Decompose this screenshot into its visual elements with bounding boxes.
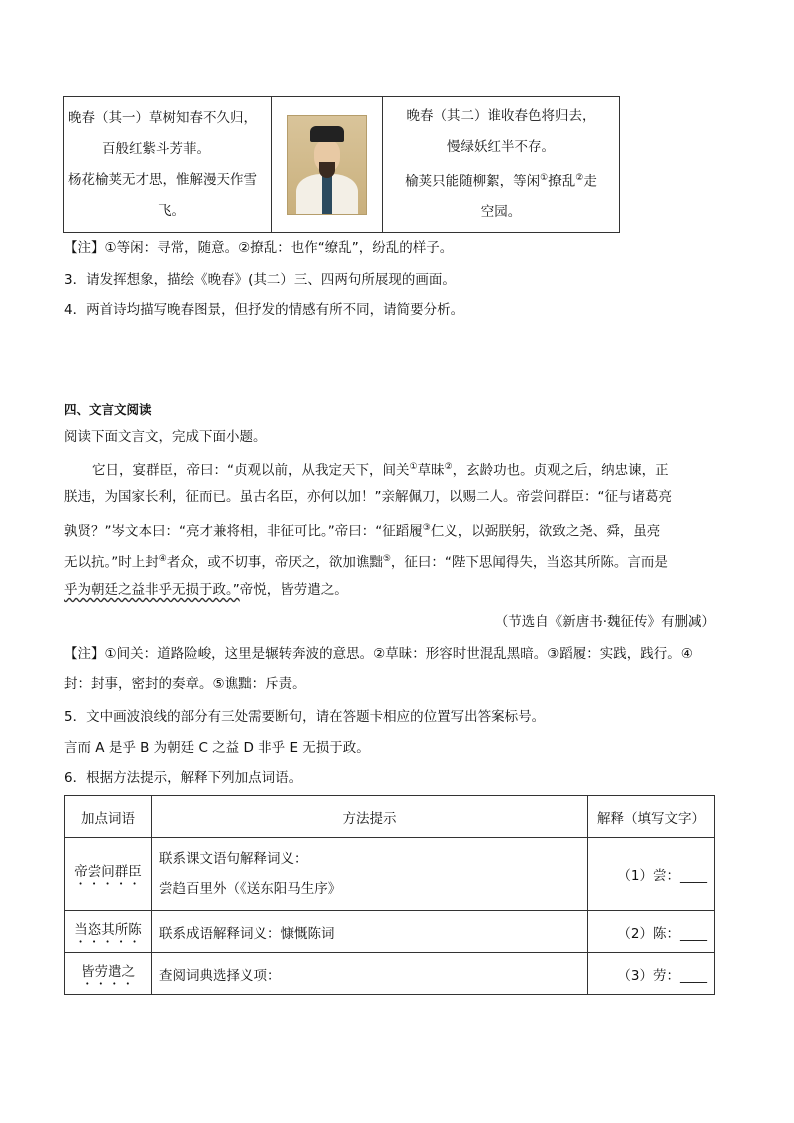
passage-note-line-2: 封：封事，密封的奏章。⑤谯黜：斥责。	[64, 676, 306, 692]
section-intro: 阅读下面文言文，完成下面小题。	[64, 429, 267, 445]
poem-right-line-4: 空园。	[480, 204, 522, 221]
table-row	[65, 911, 715, 953]
table-header: 加点词语	[65, 796, 152, 838]
table-row	[65, 953, 715, 995]
table-cell-word: 皆劳遣之	[65, 953, 152, 995]
table-cell-answer[interactable]: （2）陈：____	[588, 911, 715, 953]
poem-left-line-2: 百般红紫斗芳菲。	[102, 140, 210, 157]
poem-table	[63, 96, 620, 233]
poem-left-line-1: 晚春（其一）草树知春不久归，	[68, 109, 257, 126]
vocab-table	[64, 795, 715, 995]
poem-right-cell	[383, 97, 620, 233]
wavy-underlined-text: 乎为朝廷之益非乎无损于政。”	[64, 582, 240, 598]
poem-right-line-3: 榆荚只能随柳絮，等闲①撩乱②走	[405, 172, 597, 190]
poem-left-cell	[64, 97, 272, 233]
table-cell-hint: 查阅词典选择义项：	[152, 953, 588, 995]
passage-source: （节选自《新唐书·魏征传》有删减）	[494, 614, 715, 630]
poem-left-line-4: 飞。	[158, 202, 185, 219]
table-row	[65, 838, 715, 911]
portrait-image	[287, 115, 367, 215]
table-cell-hint: 联系课文语句解释词义： 尝趋百里外（《送东阳马生序》	[152, 838, 588, 911]
passage-note-line-1: 【注】①间关：道路险峻，这里是辗转奔波的意思。②草昧：形容时世混乱黑暗。③蹈履：实践，践行。④	[64, 646, 693, 662]
table-header: 方法提示	[152, 796, 588, 838]
table-header-row	[65, 796, 715, 838]
table-cell-answer[interactable]: （1）尝：____	[588, 838, 715, 911]
passage-line-5: 乎为朝廷之益非乎无损于政。”帝悦，皆劳遣之。	[64, 582, 348, 598]
table-cell-answer[interactable]: （3）劳：____	[588, 953, 715, 995]
table-cell-word: 当恣其所陈	[65, 911, 152, 953]
question-5: 5．文中画波浪线的部分有三处需要断句，请在答题卡相应的位置写出答案标号。	[64, 709, 546, 725]
passage-line-1: 它日，宴群臣，帝曰：“贞观以前，从我定天下，间关①草昧②，玄龄功也。贞观之后，纳忠谏，正	[92, 462, 669, 479]
table-cell-hint: 联系成语解释词义：慷慨陈词	[152, 911, 588, 953]
question-5-sentence: 言而 A 是乎 B 为朝廷 C 之益 D 非乎 E 无损于政。	[64, 740, 370, 756]
passage-line-2: 朕违，为国家长利，征而已。虽古名臣，亦何以加！”亲解佩刀，以赐二人。帝尝问群臣：“征与诸葛亮	[64, 489, 672, 505]
table-header: 解释（填写文字）	[588, 796, 715, 838]
poem-right-line-1: 晚春（其二）谁收春色将归去，	[406, 107, 596, 124]
table-cell-word: 帝尝问群臣	[65, 838, 152, 911]
question-3: 3．请发挥想象，描绘《晚春》(其二）三、四两句所展现的画面。	[64, 272, 456, 288]
question-6: 6．根据方法提示，解释下列加点词语。	[64, 770, 303, 786]
passage-line-4: 无以抗。”时上封④者众，或不切事，帝厌之，欲加谯黜⑤，征曰：“陛下思闻得失，当恣其所陈。言而是	[64, 554, 668, 571]
portrait-cell	[272, 97, 383, 233]
poem-right-line-2: 慢绿妖红半不存。	[447, 138, 555, 155]
question-4: 4．两首诗均描写晚春图景，但抒发的情感有所不同，请简要分析。	[64, 302, 465, 318]
section-title: 四、文言文阅读	[64, 402, 152, 417]
passage-line-3: 孰贤？”岑文本曰：“亮才兼将相，非征可比。”帝曰：“征蹈履③仁义，以弼朕躬，欲致之尧、舜，虽亮	[64, 523, 661, 540]
poem-left-line-3: 杨花榆荚无才思，惟解漫天作雪	[68, 171, 257, 188]
poem-note: 【注】①等闲：寻常，随意。②撩乱：也作“缭乱”，纷乱的样子。	[64, 240, 454, 256]
